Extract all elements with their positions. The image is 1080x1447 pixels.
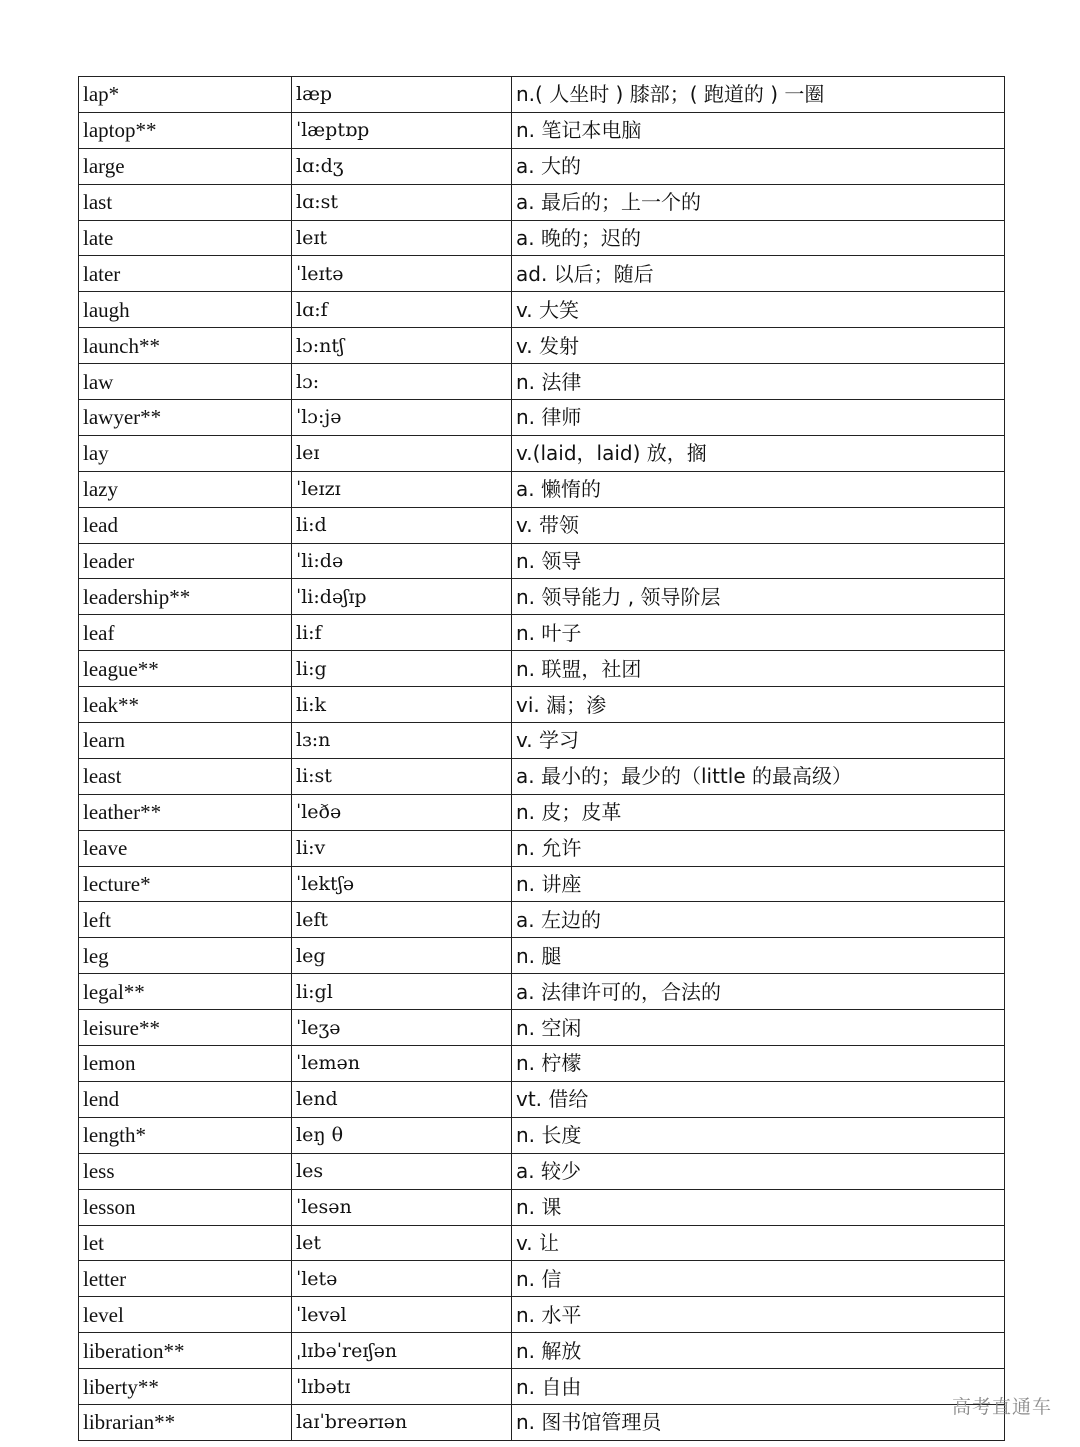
word-cell: lawyer** [79,400,292,436]
word-cell: length* [79,1117,292,1153]
definition-cell: ad. 以后；随后 [512,256,1005,292]
table-row [79,1153,1005,1189]
definition-cell: vt. 借给 [512,1081,1005,1117]
definition-cell: a. 懒惰的 [512,471,1005,507]
table-row [79,1369,1005,1405]
table-row [79,1046,1005,1082]
word-cell: law [79,364,292,400]
table-row [79,938,1005,974]
table-row [79,1297,1005,1333]
phonetic-cell: laɪˈbreərɪən [292,1404,512,1440]
phonetic-cell: ˈleɪtə [292,256,512,292]
definition-cell: a. 大的 [512,148,1005,184]
phonetic-cell: ˈleɪzɪ [292,471,512,507]
definition-cell: n. 叶子 [512,615,1005,651]
phonetic-cell: lɜ:n [292,723,512,759]
word-cell: launch** [79,328,292,364]
word-cell: liberation** [79,1333,292,1369]
word-cell: lazy [79,471,292,507]
table-row [79,1010,1005,1046]
phonetic-cell: ˈleʒə [292,1010,512,1046]
table-row [79,794,1005,830]
phonetic-cell: les [292,1153,512,1189]
definition-cell: vi. 漏；渗 [512,687,1005,723]
word-cell: leaf [79,615,292,651]
table-row [79,364,1005,400]
table-row [79,974,1005,1010]
word-cell: leisure** [79,1010,292,1046]
table-row [79,830,1005,866]
phonetic-cell: lɑ:f [292,292,512,328]
word-cell: liberty** [79,1369,292,1405]
definition-cell: n. 空闲 [512,1010,1005,1046]
table-row [79,77,1005,113]
word-cell: lemon [79,1046,292,1082]
table-row [79,1081,1005,1117]
definition-cell: n.( 人坐时 ) 膝部；( 跑道的 ) 一圈 [512,77,1005,113]
definition-cell: n. 课 [512,1189,1005,1225]
vocabulary-sheet [78,76,1004,1441]
definition-cell: n. 腿 [512,938,1005,974]
definition-cell: n. 柠檬 [512,1046,1005,1082]
word-cell: leather** [79,794,292,830]
table-row [79,220,1005,256]
word-cell: leader [79,543,292,579]
definition-cell: n. 图书馆管理员 [512,1404,1005,1440]
definition-cell: n. 联盟，社团 [512,651,1005,687]
phonetic-cell: leɪt [292,220,512,256]
table-row [79,1225,1005,1261]
word-cell: left [79,902,292,938]
table-row [79,1189,1005,1225]
phonetic-cell: li:gl [292,974,512,1010]
phonetic-cell: lɔ: [292,364,512,400]
phonetic-cell: ˈletə [292,1261,512,1297]
word-cell: legal** [79,974,292,1010]
phonetic-cell: ˈlæptɒp [292,112,512,148]
definition-cell: a. 较少 [512,1153,1005,1189]
definition-cell: n. 讲座 [512,866,1005,902]
phonetic-cell: ˈlɪbətɪ [292,1369,512,1405]
definition-cell: n. 笔记本电脑 [512,112,1005,148]
phonetic-cell: lɑ:dʒ [292,148,512,184]
definition-cell: v. 发射 [512,328,1005,364]
phonetic-cell: ˈlɔ:jə [292,400,512,436]
table-row [79,1261,1005,1297]
definition-cell: v. 让 [512,1225,1005,1261]
word-cell: learn [79,723,292,759]
definition-cell: a. 法律许可的，合法的 [512,974,1005,1010]
table-row [79,400,1005,436]
definition-cell: a. 晚的；迟的 [512,220,1005,256]
definition-cell: a. 左边的 [512,902,1005,938]
word-cell: level [79,1297,292,1333]
definition-cell: n. 水平 [512,1297,1005,1333]
phonetic-cell: læp [292,77,512,113]
table-row [79,651,1005,687]
phonetic-cell: ˈlemən [292,1046,512,1082]
table-row [79,435,1005,471]
definition-cell: a. 最后的；上一个的 [512,184,1005,220]
phonetic-cell: li:st [292,758,512,794]
definition-cell: a. 最小的；最少的（little 的最高级） [512,758,1005,794]
word-cell: league** [79,651,292,687]
table-row [79,292,1005,328]
phonetic-cell: li:d [292,507,512,543]
phonetic-cell: lɑ:st [292,184,512,220]
word-cell: large [79,148,292,184]
definition-cell: n. 信 [512,1261,1005,1297]
definition-cell: v. 带领 [512,507,1005,543]
word-cell: laugh [79,292,292,328]
definition-cell: n. 皮；皮革 [512,794,1005,830]
phonetic-cell: li:f [292,615,512,651]
word-cell: last [79,184,292,220]
phonetic-cell: ˈlesən [292,1189,512,1225]
definition-cell: n. 解放 [512,1333,1005,1369]
table-row [79,758,1005,794]
phonetic-cell: leg [292,938,512,974]
definition-cell: n. 律师 [512,400,1005,436]
table-row [79,328,1005,364]
vocabulary-table-body [79,77,1005,1441]
word-cell: lead [79,507,292,543]
definition-cell: n. 领导能力 , 领导阶层 [512,579,1005,615]
word-cell: leave [79,830,292,866]
word-cell: leadership** [79,579,292,615]
phonetic-cell: leɪ [292,435,512,471]
definition-cell: n. 自由 [512,1369,1005,1405]
phonetic-cell: lɔ:ntʃ [292,328,512,364]
phonetic-cell: leŋ θ [292,1117,512,1153]
phonetic-cell: ˌlɪbəˈreɪʃən [292,1333,512,1369]
phonetic-cell: ˈleðə [292,794,512,830]
phonetic-cell: li:k [292,687,512,723]
word-cell: late [79,220,292,256]
table-row [79,723,1005,759]
word-cell: lap* [79,77,292,113]
phonetic-cell: let [292,1225,512,1261]
definition-cell: n. 长度 [512,1117,1005,1153]
table-row [79,507,1005,543]
definition-cell: n. 允许 [512,830,1005,866]
phonetic-cell: ˈli:dəʃɪp [292,579,512,615]
phonetic-cell: lend [292,1081,512,1117]
definition-cell: v.(laid，laid) 放，搁 [512,435,1005,471]
table-row [79,687,1005,723]
word-cell: less [79,1153,292,1189]
watermark-label: 高考直通车 [951,1396,1052,1418]
definition-cell: v. 学习 [512,723,1005,759]
table-row [79,1117,1005,1153]
word-cell: laptop** [79,112,292,148]
definition-cell: n. 法律 [512,364,1005,400]
word-cell: lecture* [79,866,292,902]
table-row [79,902,1005,938]
table-row [79,866,1005,902]
phonetic-cell: left [292,902,512,938]
word-cell: lend [79,1081,292,1117]
word-cell: lesson [79,1189,292,1225]
word-cell: librarian** [79,1404,292,1440]
definition-cell: n. 领导 [512,543,1005,579]
word-cell: later [79,256,292,292]
table-row [79,615,1005,651]
table-row [79,148,1005,184]
phonetic-cell: ˈli:də [292,543,512,579]
word-cell: leak** [79,687,292,723]
table-row [79,471,1005,507]
table-row [79,543,1005,579]
word-cell: least [79,758,292,794]
phonetic-cell: li:v [292,830,512,866]
phonetic-cell: ˈlektʃə [292,866,512,902]
word-cell: leg [79,938,292,974]
phonetic-cell: li:g [292,651,512,687]
vocabulary-table [78,76,1005,1441]
definition-cell: v. 大笑 [512,292,1005,328]
table-row [79,579,1005,615]
word-cell: letter [79,1261,292,1297]
table-row [79,1333,1005,1369]
table-row [79,256,1005,292]
phonetic-cell: ˈlevəl [292,1297,512,1333]
word-cell: let [79,1225,292,1261]
table-row [79,112,1005,148]
table-row [79,1404,1005,1440]
table-row [79,184,1005,220]
word-cell: lay [79,435,292,471]
